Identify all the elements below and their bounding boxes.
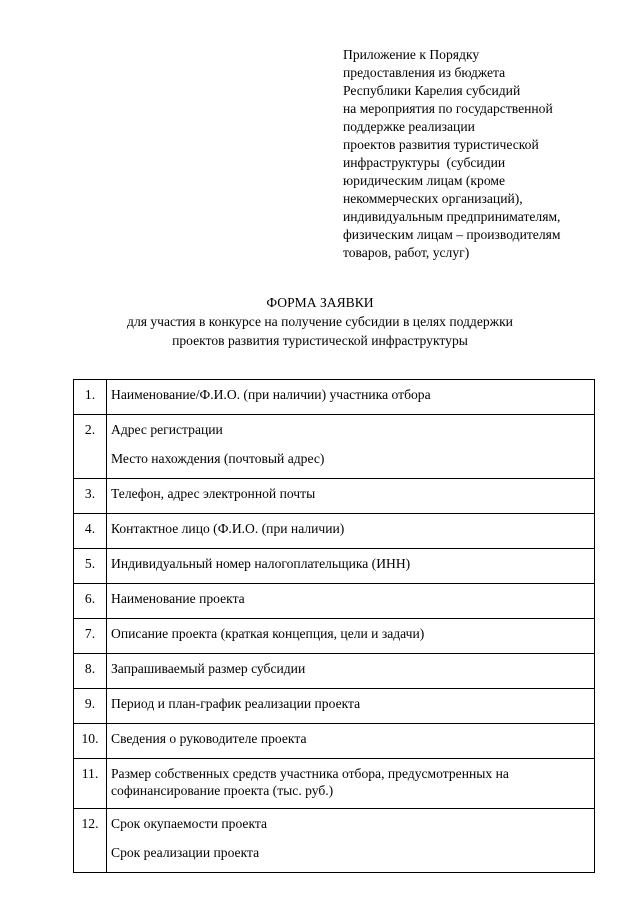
table-row [74, 689, 595, 724]
application-table [73, 379, 595, 873]
annex-line: Приложение к Порядку [343, 47, 480, 62]
table-row [74, 809, 595, 873]
row-item-text: Сведения о руководителе проекта [111, 731, 307, 746]
row-content [107, 759, 595, 809]
table-row [74, 584, 595, 619]
row-item-text: Срок окупаемости проекта [111, 816, 268, 831]
row-content [107, 415, 595, 479]
table-row [74, 479, 595, 514]
row-number: 5. [74, 549, 107, 584]
row-content [107, 514, 595, 549]
row-item-text: Наименование/Ф.И.О. (при наличии) участника отбора [111, 387, 431, 402]
annex-line: проектов развития туристической [343, 137, 539, 152]
row-content [107, 654, 595, 689]
row-item-text: Период и план-график реализации проекта [111, 696, 361, 711]
row-item-text: Описание проекта (краткая концепция, цели и задачи) [111, 626, 425, 641]
row-number: 3. [74, 479, 107, 514]
form-title: ФОРМА ЗАЯВКИ [266, 295, 374, 310]
row-number: 2. [74, 415, 107, 479]
annex-line: на мероприятия по государственной [343, 101, 553, 116]
row-content [107, 479, 595, 514]
row-item-text: софинансирование проекта (тыс. руб.) [111, 783, 334, 798]
row-number: 1. [74, 380, 107, 415]
annex-line: некоммерческих организаций), [343, 191, 523, 206]
row-item-text: Место нахождения (почтовый адрес) [111, 451, 325, 466]
row-number: 10. [74, 724, 107, 759]
table-row [74, 654, 595, 689]
table-row [74, 514, 595, 549]
table-row [74, 549, 595, 584]
row-item-text: Наименование проекта [111, 591, 245, 606]
row-content [107, 689, 595, 724]
annex-line: предоставления из бюджета [343, 65, 506, 80]
annex-line: товаров, работ, услуг) [343, 245, 470, 260]
form-subtitle-line2: проектов развития туристической инфраструктуры [172, 333, 468, 348]
row-item-text: Срок реализации проекта [111, 845, 260, 860]
annex-line: юридическим лицам (кроме [343, 173, 506, 188]
table-row [74, 380, 595, 415]
row-content [107, 809, 595, 873]
row-content [107, 619, 595, 654]
row-item-text: Запрашиваемый размер субсидии [111, 661, 306, 676]
row-item-text: Контактное лицо (Ф.И.О. (при наличии) [111, 521, 345, 536]
row-number: 4. [74, 514, 107, 549]
table-row [74, 724, 595, 759]
form-subtitle-line1: для участия в конкурсе на получение субсидии в целях поддержки [127, 314, 513, 329]
table-row [74, 619, 595, 654]
row-number: 6. [74, 584, 107, 619]
row-number: 8. [74, 654, 107, 689]
row-item-text: Индивидуальный номер налогоплательщика (ИНН) [111, 556, 411, 571]
row-number: 11. [74, 759, 107, 809]
row-number: 9. [74, 689, 107, 724]
form-header [0, 293, 640, 350]
table-row [74, 759, 595, 809]
annex-header [343, 46, 633, 262]
row-number: 12. [74, 809, 107, 873]
row-content [107, 549, 595, 584]
row-content [107, 380, 595, 415]
row-number: 7. [74, 619, 107, 654]
row-item-text: Размер собственных средств участника отбора, предусмотренных на [111, 766, 509, 781]
row-content [107, 724, 595, 759]
annex-line: поддержке реализации [343, 119, 475, 134]
row-content [107, 584, 595, 619]
annex-line: инфраструктуры (субсидии [343, 155, 506, 170]
annex-line: индивидуальным предпринимателям, [343, 209, 561, 224]
annex-line: физическим лицам – производителям [343, 227, 561, 242]
row-item-text: Адрес регистрации [111, 422, 223, 437]
table-row [74, 415, 595, 479]
annex-line: Республики Карелия субсидий [343, 83, 521, 98]
row-item-text: Телефон, адрес электронной почты [111, 486, 316, 501]
